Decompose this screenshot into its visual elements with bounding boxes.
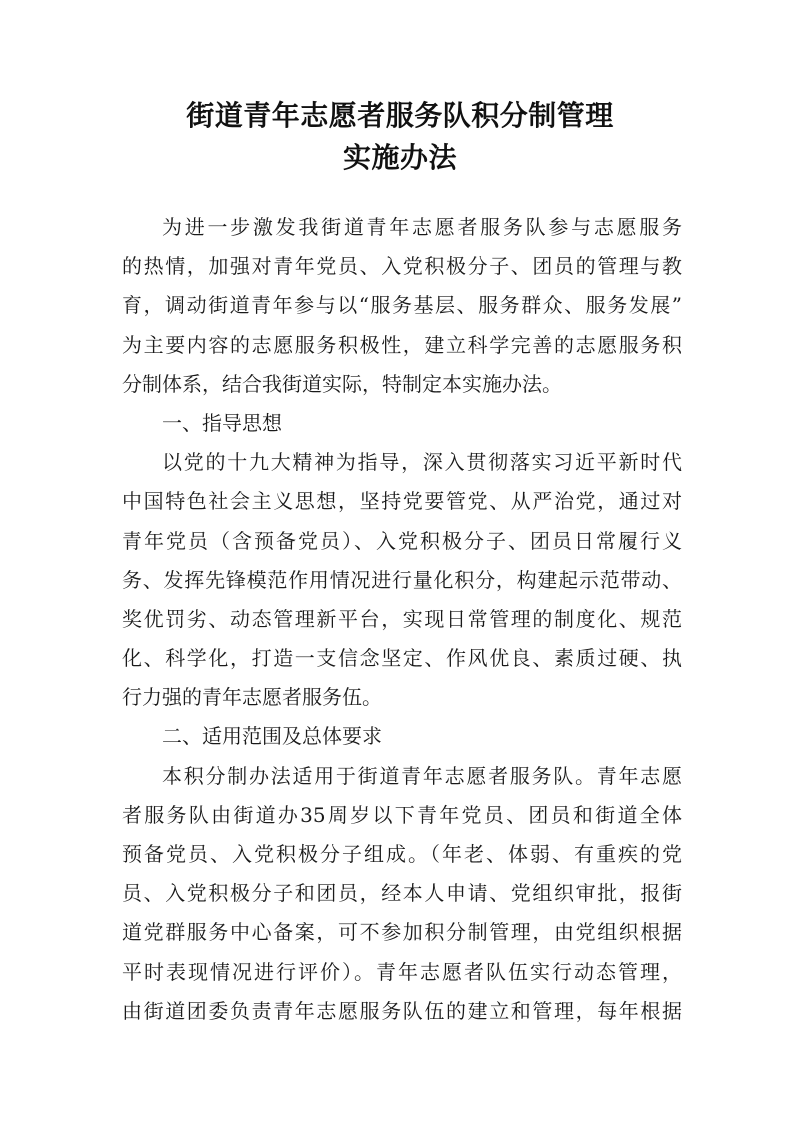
paragraph-line: 本积分制办法适用于街道青年志愿者服务队。青年志愿 — [162, 763, 682, 788]
paragraph-line: 分制体系，结合我街道实际，特制定本实施办法。 — [122, 371, 562, 396]
paragraph-line: 中国特色社会主义思想，坚持党要管党、从严治党，通过对 — [122, 489, 682, 514]
paragraph-line: 员、入党积极分子和团员，经本人申请、党组织审批，报街 — [122, 881, 682, 906]
document-title-line-1: 街道青年志愿者服务队积分制管理 — [186, 99, 614, 132]
paragraph-line: 道党群服务中心备案，可不参加积分制管理，由党组织根据 — [122, 920, 682, 945]
section-heading-scope: 二、适用范围及总体要求 — [162, 724, 382, 749]
paragraph-line: 务、发挥先锋模范作用情况进行量化积分，构建起示范带动、 — [122, 567, 682, 592]
paragraph-line: 由街道团委负责青年志愿服务队伍的建立和管理，每年根据 — [122, 998, 682, 1023]
paragraph-intro — [122, 208, 682, 404]
paragraph-line: 预备党员、入党积极分子组成。（年老、体弱、有重疾的党 — [122, 842, 682, 866]
paragraph-line: 的热情，加强对青年党员、入党积极分子、团员的管理与教 — [122, 254, 682, 279]
paragraph-line: 者服务队由街道办35周岁以下青年党员、团员和街道全体 — [122, 802, 682, 827]
paragraph-scope — [122, 757, 682, 1031]
paragraph-line: 青年党员（含预备党员）、入党积极分子、团员日常履行义 — [122, 528, 682, 553]
document-title-line-2: 实施办法 — [342, 141, 457, 174]
paragraph-line: 奖优罚劣、动态管理新平台，实现日常管理的制度化、规范 — [122, 606, 682, 631]
paragraph-line: 行力强的青年志愿者服务伍。 — [122, 685, 382, 710]
paragraph-line: 化、科学化，打造一支信念坚定、作风优良、素质过硬、执 — [122, 646, 682, 671]
paragraph-line: 为进一步激发我街道青年志愿者服务队参与志愿服务 — [162, 215, 682, 239]
paragraph-line: 育，调动街道青年参与以“服务基层、服务群众、服务发展” — [122, 293, 682, 318]
document-body — [122, 208, 682, 1031]
paragraph-line: 平时表现情况进行评价）。青年志愿者队伍实行动态管理， — [122, 959, 682, 984]
paragraph-line: 以党的十九大精神为指导，深入贯彻落实习近平新时代 — [162, 450, 682, 475]
paragraph-guiding-ideology — [122, 443, 682, 717]
paragraph-line: 为主要内容的志愿服务积极性，建立科学完善的志愿服务积 — [122, 332, 682, 357]
section-heading-guiding-ideology: 一、指导思想 — [162, 410, 282, 435]
